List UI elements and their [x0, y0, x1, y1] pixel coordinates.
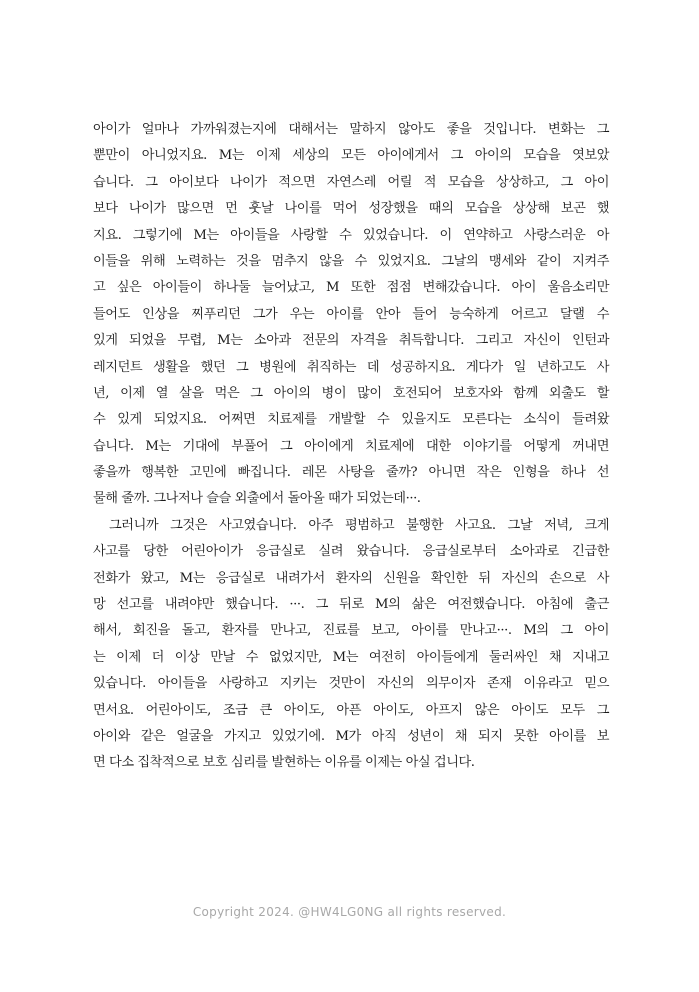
text-line: 있게 되었을 무렵, M는 소아과 전문의 자격을 취득합니다. 그리고 자신이 인턴과	[93, 333, 609, 349]
text-line: 수 있게 되었지요. 어쩌면 치료제를 개발할 수 있을지도 모른다는 소식이 들려왔	[93, 412, 609, 428]
text-line: 습니다. 그 아이보다 나이가 적으면 자연스레 어릴 적 모습을 상상하고, 그 아이	[93, 174, 609, 190]
copyright-footer: Copyright 2024. @HW4LG0NG all rights reserved.	[192, 905, 507, 919]
text-line: 해서, 회진을 돌고, 환자를 만나고, 진료를 보고, 아이를 만나고···. M의 그 아이	[93, 623, 609, 639]
text-line: 면 다소 집착적으로 보호 심리를 발현하는 이유를 이제는 아실 겁니다.	[93, 755, 475, 771]
text-line: 뿐만이 아니었지요. M는 이제 세상의 모든 아이에게서 그 아이의 모습을 엿보았	[93, 148, 609, 164]
text-line: 레지던트 생활을 했던 그 병원에 취직하는 데 성공하지요. 게다가 일 년하고도 사	[93, 359, 609, 375]
text-line: 들어도 인상을 찌푸리던 그가 우는 아이를 안아 들어 능숙하게 어르고 달랠 수	[93, 306, 609, 322]
text-line: 년, 이제 열 살을 먹은 그 아이의 병이 많이 호전되어 보호자와 함께 외출도 할	[93, 385, 609, 401]
paragraph	[93, 117, 609, 513]
text-line: 좋을까 행복한 고민에 빠집니다. 레몬 사탕을 줄까? 아니면 작은 인형을 하나 선	[93, 465, 609, 481]
body-text	[93, 117, 609, 777]
text-line: 습니다. M는 기대에 부풀어 그 아이에게 치료제에 대한 이야기를 어떻게 꺼내면	[93, 438, 609, 454]
text-line: 고 싶은 아이들이 하나둘 늘어났고, M 또한 점점 변해갔습니다. 아이 울음소리만	[93, 280, 609, 296]
text-line: 보다 나이가 많으면 먼 훗날 나이를 먹어 성장했을 때의 모습을 상상해 보곤 했	[93, 201, 609, 217]
text-line: 사고를 당한 어린아이가 응급실로 실려 왔습니다. 응급실로부터 소아과로 긴급한	[93, 544, 609, 560]
text-line: 아이가 얼마나 가까워졌는지에 대해서는 말하지 않아도 좋을 것입니다. 변화는 그	[93, 122, 609, 137]
text-line: 면서요. 어린아이도, 조금 큰 아이도, 아픈 아이도, 아프지 않은 아이도 모두 그	[93, 702, 609, 718]
paragraph	[93, 513, 609, 777]
text-line: 아이와 같은 얼굴을 가지고 있었기에. M가 아직 성년이 채 되지 못한 아이를 보	[93, 728, 609, 744]
text-line: 전화가 왔고, M는 응급실로 내려가서 환자의 신원을 확인한 뒤 자신의 손으로 사	[93, 570, 609, 586]
text-line: 그러니까 그것은 사고였습니다. 아주 평범하고 불행한 사고요. 그날 저녁, 크게	[109, 517, 609, 533]
text-line: 망 선고를 내려야만 했습니다. ···. 그 뒤로 M의 삶은 여전했습니다. 아침에 출근	[93, 597, 609, 613]
text-line: 물해 줄까. 그나저나 슬슬 외출에서 돌아올 때가 되었는데···.	[93, 491, 421, 507]
text-line: 지요. 그렇기에 M는 아이들을 사랑할 수 있었습니다. 이 연약하고 사랑스러운 아	[93, 227, 609, 243]
text-line: 이들을 위해 노력하는 것을 멈추지 않을 수 있었지요. 그날의 맹세와 같이 지켜주	[93, 253, 609, 269]
text-line: 는 이제 더 이상 만날 수 없었지만, M는 여전히 아이들에게 둘러싸인 채 지내고	[93, 649, 609, 665]
text-line: 있습니다. 아이들을 사랑하고 지키는 것만이 자신의 의무이자 존재 이유라고 믿으	[93, 676, 609, 692]
